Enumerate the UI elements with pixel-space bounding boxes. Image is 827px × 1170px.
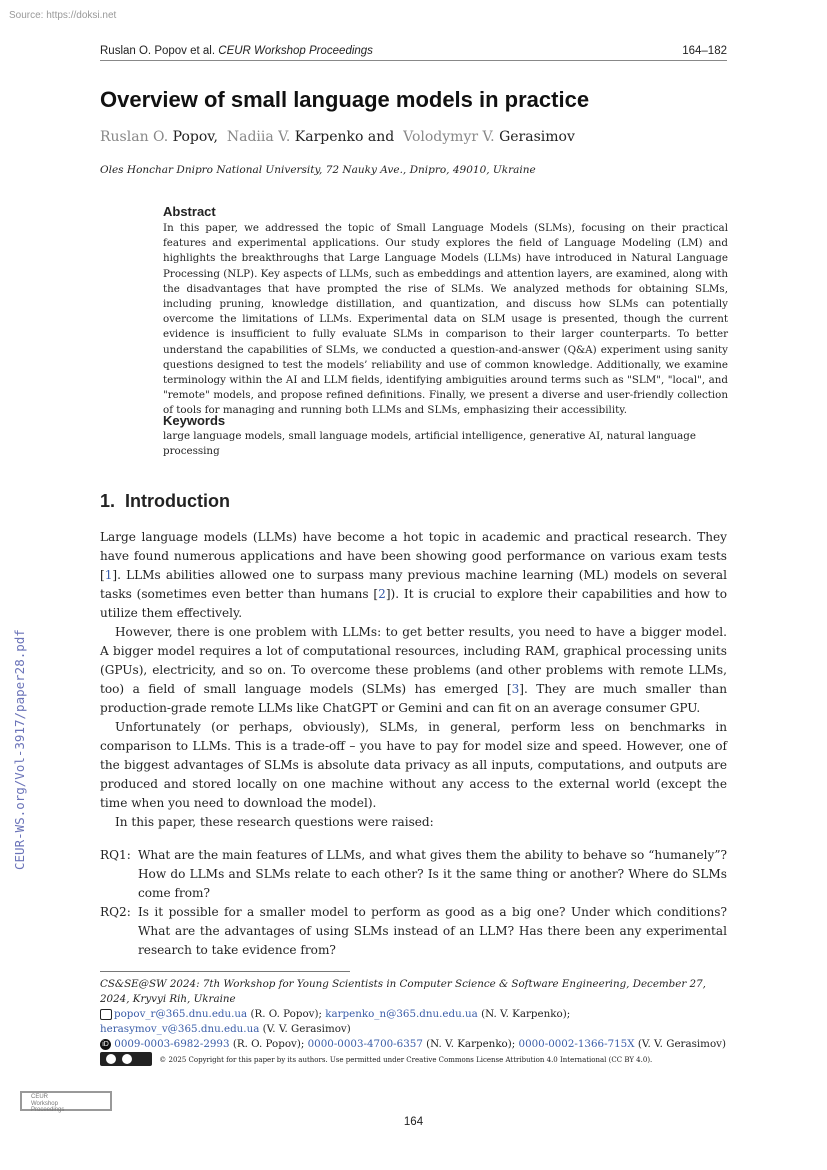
keywords xyxy=(163,413,728,459)
email-link[interactable]: popov_r@365.dnu.edu.ua xyxy=(114,1008,248,1020)
header-authors: Ruslan O. Popov et al. xyxy=(100,45,216,57)
orcid-link[interactable]: 0000-0002-1366-715X xyxy=(518,1038,635,1050)
text-run: (R. O. Popov); xyxy=(247,1008,326,1020)
citation-link[interactable]: 2 xyxy=(378,587,386,601)
paragraph xyxy=(100,623,727,718)
logo-text: Workshop xyxy=(31,1100,58,1107)
author-family: Popov xyxy=(172,129,214,145)
header-pages: 164–182 xyxy=(682,45,727,57)
email-link[interactable]: karpenko_n@365.dnu.edu.ua xyxy=(325,1008,478,1020)
research-question xyxy=(100,846,727,903)
author-family: Gerasimov xyxy=(499,129,575,145)
abstract-heading: Abstract xyxy=(163,204,216,219)
rq-text: What are the main features of LLMs, and what gives them the ability to behave so “humanely”? How do LLMs and SLMs relate to each other? Is it the same thing or another? Where do SLMs come from? xyxy=(138,848,727,900)
text-run: (V. V. Gerasimov) xyxy=(634,1038,726,1050)
page-number: 164 xyxy=(403,1116,424,1128)
email-link[interactable]: herasymov_v@365.dnu.edu.ua xyxy=(100,1023,260,1035)
paragraph xyxy=(100,528,727,623)
text-run: However, there is one problem with LLMs: to get better results, you need to have a bigger model. A bigger model requires a lot of computational resources, including RAM, graphical processing units (GPUs), electricity, and so on. To overcome these problems (and other problems with remote LLMs, too) a field of small language models (SLMs) has emerged [ xyxy=(100,625,727,696)
section-title: Introduction xyxy=(125,491,231,511)
author-family: Karpenko xyxy=(294,129,364,145)
running-header xyxy=(100,45,727,61)
author-given: Nadiia V. xyxy=(226,129,291,145)
ceur-logo xyxy=(20,1091,112,1111)
research-question xyxy=(100,903,727,960)
text-run: (V. V. Gerasimov) xyxy=(259,1023,351,1035)
affiliation: Oles Honchar Dnipro National University, 72 Nauky Ave., Dnipro, 49010, Ukraine xyxy=(100,164,536,176)
header-venue: CEUR Workshop Proceedings xyxy=(218,45,373,57)
abstract-text: In this paper, we addressed the topic of Small Language Models (SLMs), focusing on their practical features and experimental applications. Our study explores the field of Language Modeling (LM) and highlights the breakthroughs that Large Language Models (LLMs) have introduced in Natural Language Processing (NLP). Key aspects of LLMs, such as embeddings and attention layers, are examined, along with the disadvantages that have prompted the rise of SLMs. We analyzed methods for obtaining SLMs, including pruning, knowledge distillation, and quantization, and discuss how SLMs can potentially overcome the limitations of LLMs. Experimental data on SLM usage is presented, though the current evidence is insufficient to fully evaluate SLMs in comparison to their larger counterparts. To better understand the capabilities of SLMs, we conducted a question-and-answer (Q&A) experiment using sanity questions designed to test the models’ reliability and use of common knowledge. Additionally, we examine terminology within the AI and LLM fields, identifying ambiguities around terms such as "SLM", "local", and "remote" models, and propose refined definitions. Finally, we present a diverse and user-friendly collection of tools for managing and running both LLMs and SLMs, emphasizing their accessibility. xyxy=(163,222,729,417)
text-run: Large language models (LLMs) have become a hot topic in academic and practical research. They have found numerous applications and have been showing good performance on various exam tests [ xyxy=(100,530,727,582)
text-run: (N. V. Karpenko); xyxy=(477,1008,571,1020)
paper-title: Overview of small language models in practice xyxy=(100,87,590,112)
cc-by-license-icon xyxy=(100,1052,152,1066)
citation-link[interactable]: 1 xyxy=(104,568,113,582)
section-number: 1. xyxy=(100,491,116,511)
ceur-sidebar-link[interactable]: CEUR-WS.org/Vol-3917/paper28.pdf xyxy=(12,629,27,870)
text-run: (N. V. Karpenko); xyxy=(422,1038,519,1050)
header-left xyxy=(100,45,373,57)
keywords-text: large language models, small language models, artificial intelligence, generative AI, natural language processing xyxy=(163,430,696,457)
rq-label: RQ1: xyxy=(100,848,131,862)
source-url: Source: https://doksi.net xyxy=(9,10,117,21)
orcid-link[interactable]: 0009-0003-6982-2993 xyxy=(114,1038,230,1050)
author-list: Ruslan O. Popov, Nadiia V. Karpenko and Volodymyr V. Gerasimov xyxy=(100,129,575,145)
text-run: ]. They are much smaller than production-grade remote LLMs like ChatGPT or Gemini and can fit on an average consumer GPU. xyxy=(100,682,727,715)
copyright-line xyxy=(100,1052,727,1068)
citation-link[interactable]: 3 xyxy=(511,682,520,696)
rq-text: Is it possible for a smaller model to perform as good as a big one? Under which conditions? What are the advantages of using SLMs instead of an LLM? Has there been any experimental research to take evidence from? xyxy=(138,905,727,957)
abstract xyxy=(163,204,728,419)
orcid-icon: iD xyxy=(100,1039,111,1050)
text-run: ]. LLMs abilities allowed one to surpass many previous machine learning (ML) models on several tasks (sometimes even better than humans [ xyxy=(100,568,727,601)
logo-text: Proceedings xyxy=(31,1107,65,1113)
keywords-heading: Keywords xyxy=(163,413,226,428)
footnote-divider xyxy=(100,971,350,972)
body-text xyxy=(100,528,727,960)
email-icon xyxy=(100,1009,112,1020)
orcid-line xyxy=(100,1037,727,1052)
paragraph: In this paper, these research questions were raised: xyxy=(115,815,434,829)
orcid-link[interactable]: 0000-0003-4700-6357 xyxy=(307,1038,423,1050)
text-run: ]). It is crucial to explore their capabilities and how to utilize them effectively. xyxy=(100,587,727,620)
footnotes xyxy=(100,977,727,1068)
copyright-text: © 2025 Copyright for this paper by its authors. Use permitted under Creative Commons License Attribution 4.0 International (CC BY 4.0). xyxy=(159,1056,653,1064)
email-line xyxy=(100,1007,727,1037)
logo-text: CEUR xyxy=(31,1094,49,1100)
rq-label: RQ2: xyxy=(100,905,131,919)
paragraph: Unfortunately (or perhaps, obviously), SLMs, in general, perform less on benchmarks in comparison to LLMs. This is a trade-off – you have to pay for model size and speed. However, one of the biggest advantages of SLMs is absolute data privacy as all inputs, computations, and outputs are produced and stored locally on one machine without any access to the external world (except the time when you need to download the model). xyxy=(100,720,727,810)
author-given: Ruslan O. xyxy=(100,129,169,145)
section-heading xyxy=(100,491,230,512)
conference-note: CS&SE@SW 2024: 7th Workshop for Young Scientists in Computer Science & Software Engineering, December 27, 2024, Kryvyi Rih, Ukraine xyxy=(100,978,706,1005)
author-given: Volodymyr V. xyxy=(403,129,495,145)
text-run: (R. O. Popov); xyxy=(229,1038,308,1050)
